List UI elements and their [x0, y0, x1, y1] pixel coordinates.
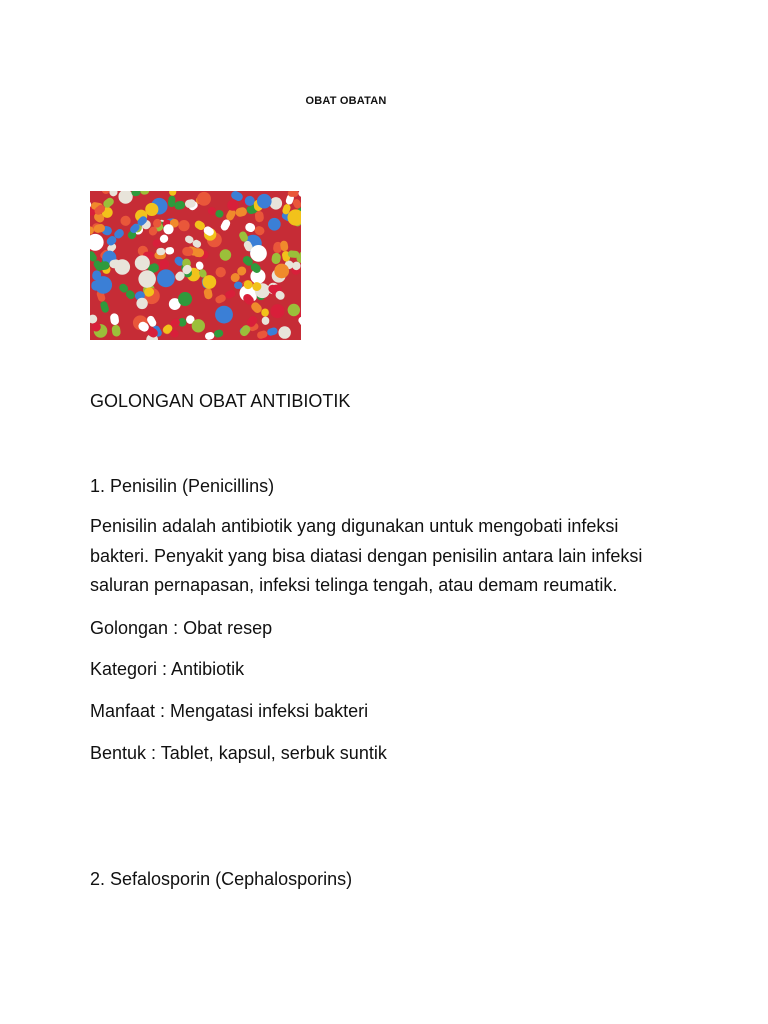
tablet-shape: [215, 306, 233, 324]
section1-title: 1. Penisilin (Penicillins): [90, 476, 275, 496]
tablet-shape: [288, 304, 300, 316]
tablet-shape: [274, 264, 289, 279]
golongan-line: Golongan : Obat resep: [90, 618, 273, 638]
tablet-shape: [197, 192, 211, 206]
tablet-shape: [268, 218, 281, 231]
section1-paragraph: [90, 512, 690, 601]
manfaat-line: Manfaat : Mengatasi infeksi bakteri: [90, 701, 369, 721]
pills-image: [90, 191, 301, 340]
bentuk-line: Bentuk : Tablet, kapsul, serbuk suntik: [90, 743, 387, 763]
paragraph-line: saluran pernapasan, infeksi telinga tengah, atau demam reumatik.: [90, 575, 618, 595]
tablet-shape: [115, 259, 131, 275]
tablet-shape: [135, 255, 150, 270]
tablet-shape: [257, 194, 272, 209]
tablet-shape: [120, 216, 130, 226]
tablet-shape: [202, 275, 216, 289]
tablet-shape: [216, 267, 226, 277]
kategori-line: Kategori : Antibiotik: [90, 659, 245, 679]
tablet-shape: [163, 224, 173, 234]
tablet-shape: [192, 319, 205, 332]
tablet-shape: [278, 326, 291, 339]
tablet-shape: [270, 197, 282, 209]
section2-title: 2. Sefalosporin (Cephalosporins): [90, 869, 353, 889]
tablet-shape: [138, 270, 156, 288]
tablet-shape: [271, 304, 285, 318]
tablet-shape: [220, 249, 231, 260]
paragraph-line: Penisilin adalah antibiotik yang digunakan untuk mengobati infeksi: [90, 516, 619, 536]
paragraph-line: bakteri. Penyakit yang bisa diatasi dengan penisilin antara lain infeksi: [90, 545, 643, 566]
tablet-shape: [227, 200, 238, 211]
document-title: OBAT OBATAN: [305, 95, 387, 107]
section-heading: GOLONGAN OBAT ANTIBIOTIK: [90, 391, 351, 411]
tablet-shape: [136, 298, 147, 309]
tablet-shape: [250, 245, 267, 262]
tablet-shape: [94, 276, 112, 294]
tablet-shape: [157, 269, 175, 287]
tablet-shape: [245, 196, 255, 206]
tablet-shape: [178, 292, 192, 306]
tablet-shape: [145, 203, 158, 216]
